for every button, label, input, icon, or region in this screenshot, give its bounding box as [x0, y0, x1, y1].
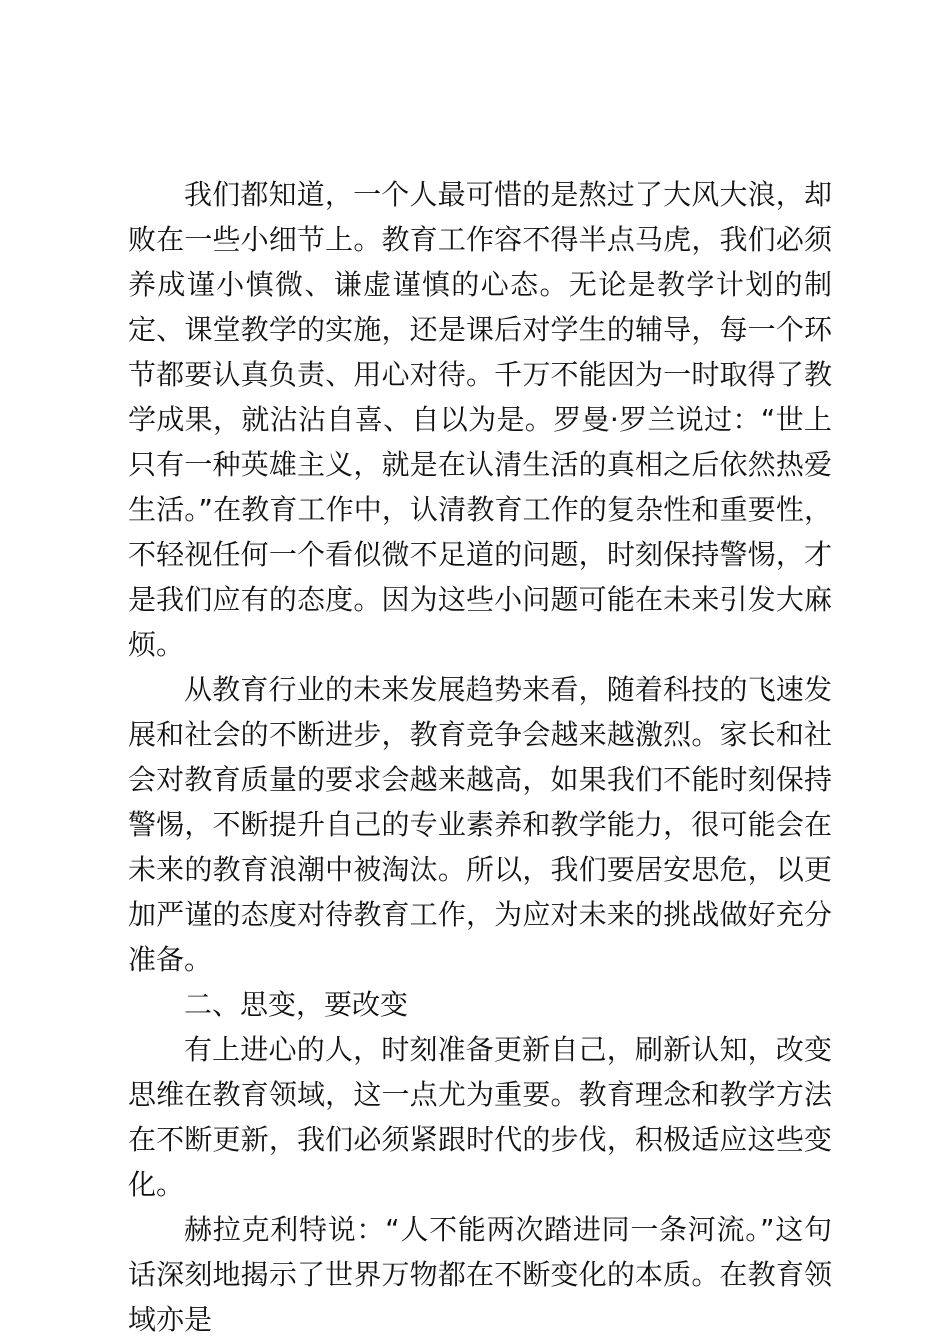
section-heading-change: 二、思变，要改变 — [184, 988, 409, 1021]
document-body — [128, 172, 832, 1342]
paragraph-self-renewal: 有上进心的人，时刻准备更新自己，刷新认知，改变思维在教育领域，这一点尤为重要。教育理念和教学方法在不断更新，我们必须紧跟时代的步伐，积极适应这些变化。 — [128, 1033, 832, 1201]
paragraph-future-trends: 从教育行业的未来发展趋势来看，随着科技的飞速发展和社会的不断进步，教育竞争会越来越激烈。家长和社会对教育质量的要求会越来越高，如果我们不能时刻保持警惕，不断提升自己的专业素养和教学能力，很可能会在未来的教育浪潮中被淘汰。所以，我们要居安思危，以更加严谨的态度对待教育工作，为应对未来的挑战做好充分准备。 — [128, 673, 832, 976]
paragraph-heraclitus: 赫拉克利特说：“人不能两次踏进同一条河流。”这句话深刻地揭示了世界万物都在不断变化的本质。在教育领域亦是 — [128, 1213, 832, 1336]
paragraph-details-matter: 我们都知道，一个人最可惜的是熬过了大风大浪，却败在一些小细节上。教育工作容不得半点马虎，我们必须养成谨小慎微、谦虚谨慎的心态。无论是教学计划的制定、课堂教学的实施，还是课后对学生的辅导，每一个环节都要认真负责、用心对待。千万不能因为一时取得了教学成果，就沾沾自喜、自以为是。罗曼·罗兰说过：“世上只有一种英雄主义，就是在认清生活的真相之后依然热爱生活。”在教育工作中，认清教育工作的复杂性和重要性，不轻视任何一个看似微不足道的问题，时刻保持警惕，才是我们应有的态度。因为这些小问题可能在未来引发大麻烦。 — [128, 178, 832, 661]
